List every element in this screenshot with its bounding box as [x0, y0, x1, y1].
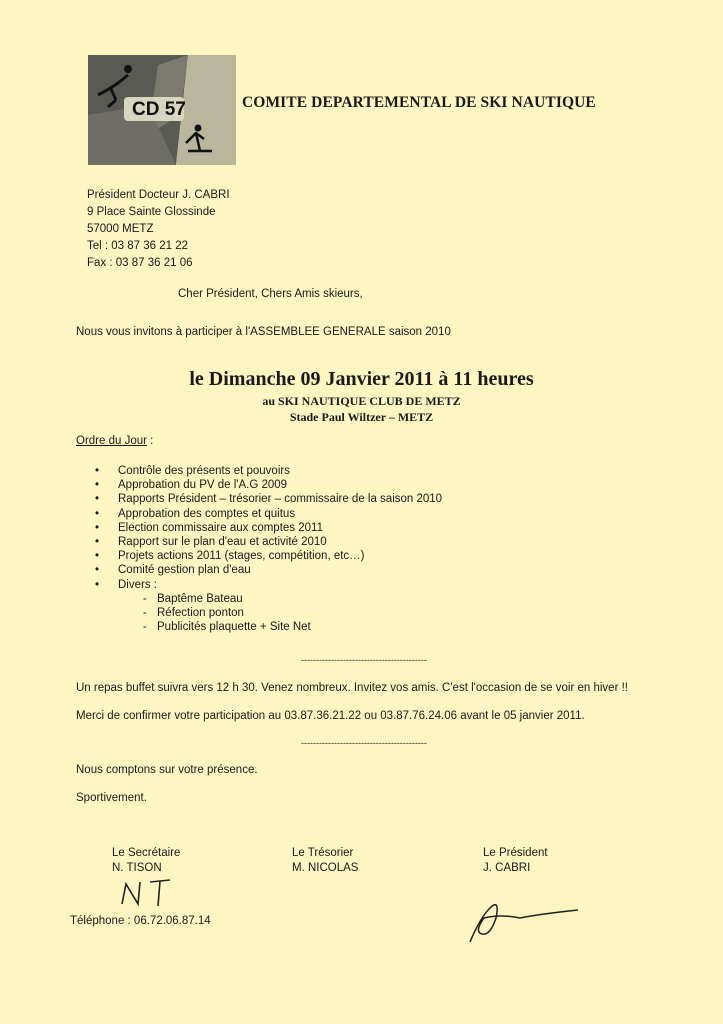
confirmation-request: Merci de confirmer votre participation au 03.87.36.21.22 ou 03.87.76.24.06 avant le 05 janvier 2011. — [76, 710, 585, 722]
agenda-list — [95, 464, 442, 634]
agenda-item-text: Approbation des comptes et quitus — [118, 507, 296, 520]
agenda-item-text: Contrôle des présents et pouvoirs — [118, 465, 290, 477]
buffet-notice: Un repas buffet suivra vers 12 h 30. Venez nombreux. Invitez vos amis. C'est l'occasion de se voir en hiver !! — [76, 682, 628, 694]
president-name: J. CABRI — [483, 862, 531, 874]
greeting: Cher Président, Chers Amis skieurs, — [178, 288, 363, 300]
sub-list-item — [143, 592, 442, 606]
secretary-signature-block — [112, 846, 180, 876]
sub-item-text: Réfection ponton — [157, 607, 244, 620]
secretary-handwritten-signature — [118, 876, 178, 910]
sub-list-item — [143, 606, 442, 620]
cd57-logo — [88, 55, 236, 165]
list-item — [95, 535, 442, 549]
agenda-item-text: Rapports Président – trésorier – commissaire de la saison 2010 — [118, 493, 443, 506]
bullet: • — [95, 507, 100, 520]
logo-text: CD 57 — [132, 99, 186, 120]
agenda-item-text: Election commissaire aux comptes 2011 — [118, 521, 323, 534]
event-venue: au SKI NAUTIQUE CLUB DE METZ — [262, 394, 461, 408]
dash: - — [143, 607, 147, 620]
bullet: • — [95, 465, 100, 477]
bullet: • — [95, 536, 100, 549]
agenda-item-text: Projets actions 2011 (stages, compétition, etc…) — [118, 550, 365, 563]
fax: Fax : 03 87 36 21 06 — [87, 257, 193, 269]
bullet: • — [95, 578, 100, 591]
secretary-role: Le Secrétaire — [112, 847, 181, 859]
sub-item-text: Baptême Bateau — [157, 592, 243, 605]
invitation-line: Nous vous invitons à participer à l'ASSEMBLEE GENERALE saison 2010 — [76, 326, 451, 338]
treasurer-signature-block — [292, 846, 358, 876]
sub-list — [95, 592, 442, 635]
secretary-phone: Téléphone : 06.72.06.87.14 — [70, 915, 211, 927]
bullet: • — [95, 550, 100, 563]
list-item — [95, 478, 442, 492]
agenda-heading — [76, 435, 153, 447]
president-signature-block — [483, 846, 548, 876]
bullet: • — [95, 493, 100, 506]
list-item — [95, 492, 442, 506]
agenda-item-text: Divers : — [118, 578, 157, 591]
list-item — [95, 464, 442, 478]
dash: - — [143, 592, 147, 605]
telephone: Tel : 03 87 36 21 22 — [87, 240, 189, 252]
president-role: Le Président — [483, 847, 548, 859]
event-stadium: Stade Paul Wiltzer – METZ — [289, 410, 434, 424]
secretary-name: N. TISON — [112, 862, 162, 874]
sub-list-item — [143, 620, 442, 634]
agenda-title: Ordre du Jour — [76, 435, 147, 447]
president-handwritten-signature — [460, 888, 585, 948]
list-item — [95, 521, 442, 535]
bullet: • — [95, 479, 100, 492]
agenda-title-suffix: : — [146, 435, 154, 447]
bullet: • — [95, 564, 100, 577]
agenda-item-text: Approbation du PV de l'A.G 2009 — [118, 479, 288, 492]
event-date: le Dimanche 09 Janvier 2011 à 11 heures — [189, 368, 534, 390]
closing-line: Sportivement. — [76, 792, 147, 804]
list-item — [95, 578, 442, 592]
sender-address — [87, 187, 230, 272]
organization-title: COMITE DEPARTEMENTAL DE SKI NAUTIQUE — [242, 94, 596, 111]
city: 57000 METZ — [87, 223, 154, 235]
agenda-item-text: Rapport sur le plan d'eau et activité 2010 — [118, 536, 327, 549]
president-name: Président Docteur J. CABRI — [87, 189, 230, 201]
street-address: 9 Place Sainte Glossinde — [87, 206, 216, 218]
bullet: • — [95, 521, 100, 534]
sub-item-text: Publicités plaquette + Site Net — [157, 621, 311, 634]
list-item — [95, 549, 442, 563]
treasurer-role: Le Trésorier — [292, 847, 354, 859]
treasurer-name: M. NICOLAS — [292, 862, 359, 874]
agenda-item-text: Comité gestion plan d'eau — [118, 564, 251, 577]
presence-line: Nous comptons sur votre présence. — [76, 764, 258, 776]
list-item — [95, 563, 442, 577]
list-item — [95, 507, 442, 521]
separator-line: ------------------------------------------ — [301, 738, 427, 748]
separator-line: ------------------------------------------ — [301, 655, 427, 665]
dash: - — [143, 621, 147, 634]
